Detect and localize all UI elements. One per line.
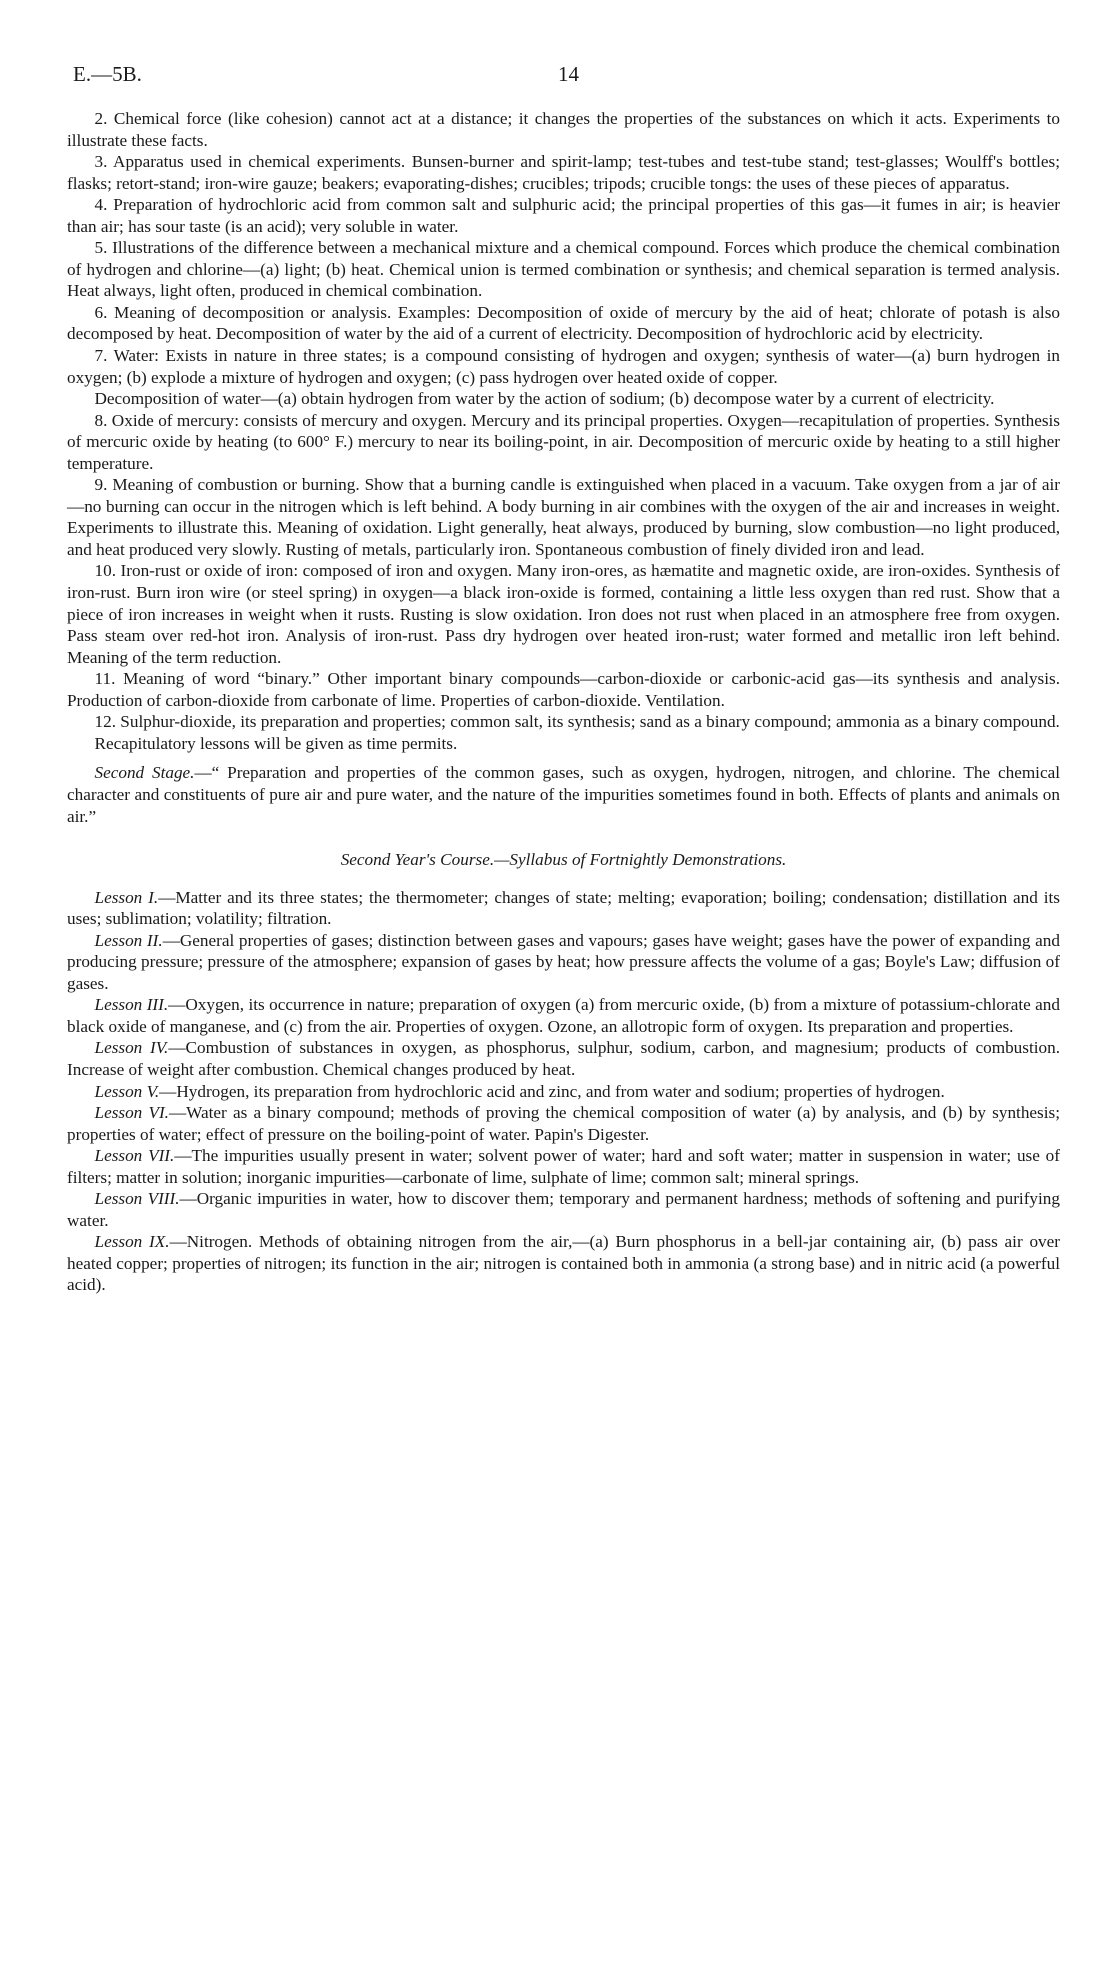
lesson-paragraph [67, 1102, 1060, 1145]
syllabus-item: Recapitulatory lessons will be given as time permits. [94, 733, 458, 753]
syllabus-item: 5. Illustrations of the difference between a mechanical mixture and a chemical compound. Forces which produce the chemical combination of hydrogen and chlorine—(a) light; (b) heat. Chemical union is termed combination or synthesis; and chemical separation is termed analysis. Heat always, light often, produced in chemical combination. [67, 238, 1060, 301]
lesson-paragraph [67, 930, 1060, 995]
lesson-text: —Water as a binary compound; methods of proving the chemical composition of water (a) by analysis, and (b) by synthesis; properties of water; effect of pressure on the boiling-point of water. Papin's Digester. [67, 1103, 1060, 1144]
lesson-text: —The impurities usually present in water; solvent power of water; hard and soft water; matter in suspension in water; use of filters; matter in solution; inorganic impurities—carbonate of lime, sulphate of lime; common salt; mineral springs. [67, 1146, 1060, 1187]
second-stage-label: Second Stage. [94, 763, 195, 783]
lesson-label: Lesson VI. [94, 1103, 169, 1123]
syllabus-item: 9. Meaning of combustion or burning. Show that a burning candle is extinguished when placed in a vacuum. Take oxygen from a jar of air—no burning can occur in the nitrogen which is left behind. A body burning in air combines with the oxygen of the air and increases in weight. Experiments to illustrate this. Meaning of oxidation. Light generally, heat always, produced by burning, slow combustion—no light produced, and heat produced very slowly. Rusting of metals, particularly iron. Spontaneous combustion of finely divided iron and lead. [67, 475, 1060, 559]
syllabus-item: 7. Water: Exists in nature in three states; is a compound consisting of hydrogen and oxygen; synthesis of water—(a) burn hydrogen in oxygen; (b) explode a mixture of hydrogen and oxygen; (c) pass hydrogen over heated oxide of copper. [67, 346, 1060, 387]
lesson-paragraph [67, 1231, 1060, 1296]
lesson-text: —Matter and its three states; the thermometer; changes of state; melting; evaporation; boiling; condensation; distillation and its uses; sublimation; volatility; filtration. [67, 887, 1060, 929]
lesson-label: Lesson V. [94, 1081, 160, 1101]
syllabus-item: 6. Meaning of decomposition or analysis. Examples: Decomposition of oxide of mercury by the aid of heat; chlorate of potash is also decomposed by heat. Decomposition of water by the aid of a current of electricity. Decomposition of hydrochloric acid by electricity. [67, 302, 1060, 344]
lesson-text: —General properties of gases; distinction between gases and vapours; gases have weight; gases have the power of expanding and producing pressure; pressure of the atmosphere; expansion of gases by heat; how pressure affects the volume of a gas; Boyle's Law; diffusion of gases. [67, 930, 1060, 993]
first-year-syllabus [67, 108, 1060, 754]
lesson-text: —Organic impurities in water, how to discover them; temporary and permanent hardness; methods of softening and purifying water. [67, 1189, 1060, 1230]
second-year-lessons [67, 887, 1060, 1296]
second-year-heading: Second Year's Course.—Syllabus of Fortnightly Demonstrations. [340, 850, 787, 870]
lesson-paragraph [67, 1081, 1060, 1103]
syllabus-item: 3. Apparatus used in chemical experiments. Bunsen-burner and spirit-lamp; test-tubes and test-tube stand; test-glasses; Woulff's bottles; flasks; retort-stand; iron-wire gauze; beakers; evaporating-dishes; crucibles; tripods; crucible tongs: the uses of these pieces of apparatus. [67, 152, 1060, 193]
lesson-label: Lesson II. [94, 930, 163, 950]
syllabus-item: 11. Meaning of word “binary.” Other important binary compounds—carbon-dioxide or carbonic-acid gas—its synthesis and analysis. Production of carbon-dioxide from carbonate of lime. Properties of carbon-dioxide. Ventilation. [67, 669, 1060, 710]
lesson-text: —Nitrogen. Methods of obtaining nitrogen from the air,—(a) Burn phosphorus in a bell-jar containing air, (b) pass air over heated copper; properties of nitrogen; its function in the air; nitrogen is contained both in ammonia (a strong base) and in nitric acid (a powerful acid). [67, 1232, 1060, 1295]
syllabus-item: 12. Sulphur-dioxide, its preparation and properties; common salt, its synthesis; sand as a binary compound; ammonia as a binary compound. [94, 712, 1060, 732]
lesson-paragraph [67, 887, 1060, 930]
page-number: 14 [558, 62, 579, 86]
lesson-paragraph [67, 1188, 1060, 1231]
lesson-text: —Hydrogen, its preparation from hydrochloric acid and zinc, and from water and sodium; properties of hydrogen. [159, 1081, 945, 1101]
lesson-text: —Combustion of substances in oxygen, as phosphorus, sulphur, sodium, carbon, and magnesium; products of combustion. Increase of weight after combustion. Chemical changes produced by heat. [67, 1038, 1060, 1079]
syllabus-item: 2. Chemical force (like cohesion) cannot act at a distance; it changes the properties of the substances on which it acts. Experiments to illustrate these facts. [67, 109, 1060, 150]
syllabus-item: 4. Preparation of hydrochloric acid from common salt and sulphuric acid; the principal properties of this gas—it fumes in air; is heavier than air; has sour taste (is an acid); very soluble in water. [67, 195, 1060, 236]
second-stage-text: —“ Preparation and properties of the common gases, such as oxygen, hydrogen, nitrogen, and chlorine. The chemical character and constituents of pure air and pure water, and the nature of the impurities sometimes found in both. Effects of plants and animals on air.” [67, 763, 1060, 826]
page-header [67, 60, 1060, 94]
document-body [67, 108, 1060, 1296]
lesson-paragraph [67, 994, 1060, 1037]
second-stage-paragraph [67, 762, 1060, 827]
lesson-text: —Oxygen, its occurrence in nature; preparation of oxygen (a) from mercuric oxide, (b) from a mixture of potassium-chlorate and black oxide of manganese, and (c) from the air. Properties of oxygen. Ozone, an allotropic form of oxygen. Its preparation and properties. [67, 995, 1060, 1036]
lesson-paragraph [67, 1145, 1060, 1188]
syllabus-item: 10. Iron-rust or oxide of iron: composed of iron and oxygen. Many iron-ores, as hæmatite and magnetic oxide, are iron-oxides. Synthesis of iron-rust. Burn iron wire (or steel spring) in oxygen—a black iron-oxide is formed, containing a little less oxygen than red rust. Show that a piece of iron increases in weight when it rusts. Rusting is slow oxidation. Iron does not rust when placed in an atmosphere free from oxygen. Pass steam over red-hot iron. Analysis of iron-rust. Pass dry hydrogen over heated iron-rust; water formed and metallic iron left behind. Meaning of the term reduction. [67, 561, 1060, 667]
lesson-label: Lesson IV. [94, 1038, 169, 1058]
document-reference: E.—5B. [73, 62, 142, 86]
lesson-label: Lesson VIII. [94, 1189, 180, 1209]
syllabus-item: 8. Oxide of mercury: consists of mercury and oxygen. Mercury and its principal properties. Oxygen—recapitulation of properties. Synthesis of mercuric oxide by heating (to 600° F.) mercury to near its boiling-point, in air. Decomposition of mercuric oxide by heating to a still higher temperature. [67, 410, 1060, 473]
syllabus-item: Decomposition of water—(a) obtain hydrogen from water by the action of sodium; (b) decompose water by a current of electricity. [94, 389, 995, 409]
lesson-label: Lesson VII. [94, 1146, 175, 1166]
lesson-label: Lesson IX. [94, 1232, 170, 1252]
lesson-label: Lesson I. [94, 887, 159, 907]
document-page [67, 60, 1060, 1296]
lesson-paragraph [67, 1037, 1060, 1080]
lesson-label: Lesson III. [94, 995, 169, 1015]
